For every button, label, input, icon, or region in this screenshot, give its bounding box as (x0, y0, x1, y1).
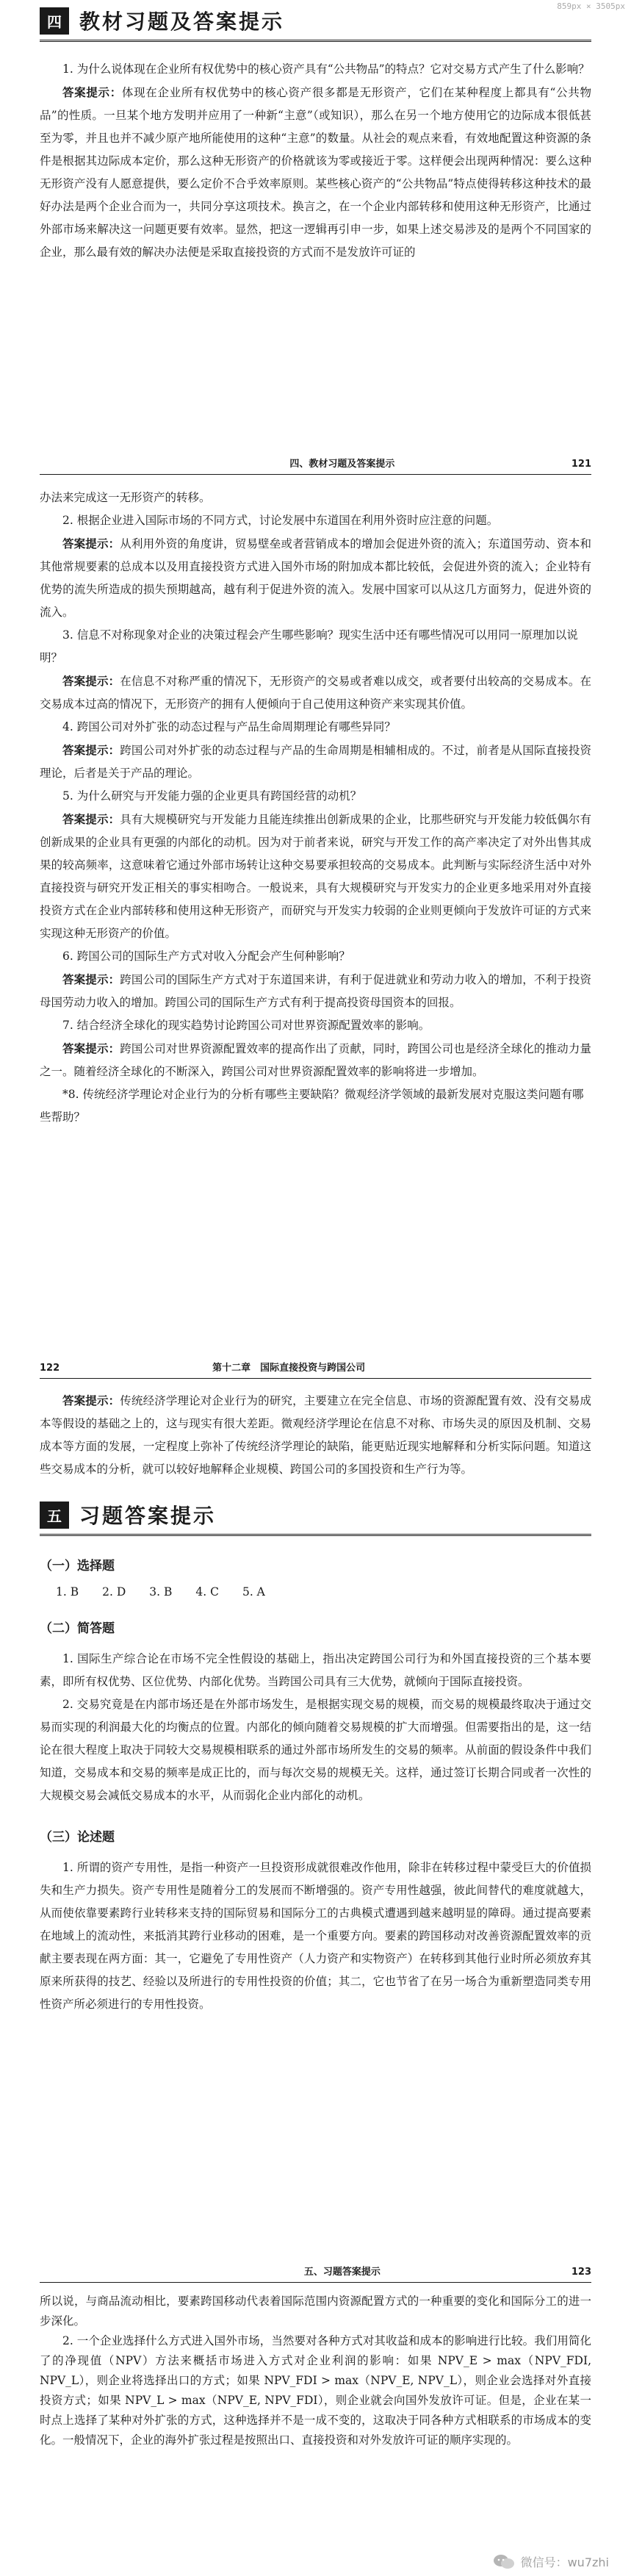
essay-answer-2: 2. 一个企业选择什么方式进入国外市场，当然要对各种方式对其收益和成本的影响进行比较。我们用简化了的净现值（NPV）方法来概括市场进入方式对企业利润的影响：如果 NPV_E > max（NPV_FDI, NPV_L），则企业将选择出口的方式；如果 NPV_FDI > max（NPV_E, NPV_L），则企业会选择对外直接投资方式；如果 NPV_L > max（NPV_E, NPV_FDI），则企业就会向国外发放许可证。但是，企业在某一时点上选择了某种对外扩张的方式，这种选择并不是一成不变的，这取决于同各种方式相联系的市场成本的变化。一般情况下，企业的海外扩张过程是按照出口、直接投资和对外发放许可证的顺序实现的。 (40, 2334, 591, 2447)
answer-1-text: 体现在企业所有权优势中的核心资产很多都是无形资产，它们在某种程度上都具有“公共物品”的性质。一旦某个地方发明并应用了一种新“主意”（或知识），那么在另一个地方使用它的边际成本很低甚至为零，并且也并不减少原产地所能使用的这种“主意”的数量。从社会的观点来看，有效地配置这种资源的条件是根据其边际成本定价，那么这种无形资产的价格就该为零或接近于零。这样便会出现两种情况：要么这种无形资产没有人愿意提供，要么定价不合乎效率原则。某些核心资产的“公共物品”特点使得转移这种技术的最好办法是两个企业合而为一，共同分享这项技术。换言之，在一个企业内部转移和使用这种无形资产，比通过外部市场来解决这一问题更要有效率。显然，把这一逻辑再引申一步，如果上述交易涉及的是两个不同国家的企业，那么最有效的解决办法便是采取直接投资的方式而不是发放许可证的 (40, 86, 591, 259)
answer-2 (40, 532, 591, 624)
choice-answer: 1. B (56, 1585, 79, 1599)
running-header (40, 1360, 591, 1379)
answer-label: 答案提示： (62, 674, 120, 688)
section-number-box: 四 (40, 7, 69, 35)
short-answer-2: 2. 交易究竟是在内部市场还是在外部市场发生，是根据实现交易的规模，而交易的规模最终取决于通过交易而实现的利润最大化的均衡点的位置。内部化的倾向随着交易规模的扩大而增强。但需要指出的是，这一结论在很大程度上取决于同较大交易规模相联系的通过外部市场所发生的交易的频率。从前面的假设条件中我们知道，交易成本和交易的频率是成正比的，而与每次交易的规模无关。这样，通过签订长期合同或者一次性的大规模交易会减低交易成本的水平，从而弱化企业内部化的动机。 (40, 1698, 591, 1802)
page-gap (0, 1249, 631, 1360)
page-gap (0, 2153, 631, 2264)
running-title: 五、习题答案提示 (303, 2267, 381, 2278)
question-5: 5. 为什么研究与开发能力强的企业更具有跨国经营的动机？ (62, 789, 362, 803)
answer-5 (40, 808, 591, 945)
answer-7-text: 跨国公司对世界资源配置效率的提高作出了贡献，同时，跨国公司也是经济全球化的推动力量之一。随着经济全球化的不断深入，跨国公司对世界资源配置效率的影响将进一步增加。 (40, 1042, 591, 1078)
answer-label: 答案提示： (62, 1041, 120, 1055)
page-gap (0, 345, 631, 456)
page-2 (0, 456, 631, 1249)
answer-label: 答案提示： (62, 972, 120, 986)
running-title: 第十二章 国际直接投资与跨国公司 (212, 1363, 366, 1374)
answer-1-continued: 办法来完成这一无形资产的转移。 (40, 491, 211, 504)
section-heading-4 (40, 6, 591, 35)
answer-label: 答案提示： (62, 1393, 120, 1407)
choice-answers (56, 1585, 591, 1599)
page-1 (0, 0, 631, 345)
subheading-essay: （三）论述题 (40, 1830, 115, 1845)
choice-answer: 4. C (195, 1585, 219, 1599)
answer-3 (40, 670, 591, 716)
answer-label: 答案提示： (62, 537, 120, 550)
essay-answer-1: 1. 所谓的资产专用性，是指一种资产一旦投资形成就很难改作他用，除非在转移过程中蒙受巨大的价值损失和生产力损失。资产专用性是随着分工的发展而不断增强的。资产专用性越强，彼此间替代的难度就越大，从而使依靠要素跨行业转移来支持的国际贸易和国际分工的古典模式遭遇到越来越明显的障碍。通过提高要素在地域上的流动性，来抵消其跨行业移动的困难，是一个重要方向。要素的跨国移动对改善资源配置效率的贡献主要表现在两方面：其一，它避免了专用性资产（人力资产和实物资产）在转移到其他行业时所必须放弃其原来所获得的技艺、经验以及所进行的专用性投资的价值；其二，它也节省了在另一场合为重新塑造同类专用性资产所必须进行的专用性投资。 (40, 1861, 591, 2011)
answer-4 (40, 739, 591, 785)
section-title: 习题答案提示 (79, 1504, 217, 1528)
screenshot-info: 859px × 3505px (557, 1, 625, 11)
answer-8 (40, 1389, 591, 1481)
section-number-box: 五 (40, 1502, 69, 1529)
choice-answer: 2. D (102, 1585, 126, 1599)
heading-rule (40, 40, 591, 42)
choice-answer: 5. A (242, 1585, 265, 1599)
answer-2-text: 从利用外资的角度讲，贸易壁垒或者营销成本的增加会促进外资的流入；东道国劳动、资本和其他常规要素的总成本以及用直接投资方式进入国外市场的附加成本都比较低，会促进外资的流入；企业特有优势的流失所造成的损失预期越高，越有利于促进外资的流入。发展中国家可以从这几方面努力，促进外资的流入。 (40, 537, 591, 619)
page-3 (0, 1360, 631, 2153)
answer-7 (40, 1037, 591, 1083)
question-3: 3. 信息不对称现象对企业的决策过程会产生哪些影响？现实生活中还有哪些情况可以用同一原理加以说明？ (40, 628, 578, 664)
answer-5-text: 具有大规模研究与开发能力且能连续推出创新成果的企业，比那些研究与开发能力较低偶尔有创新成果的企业具有更强的内部化的动机。因为对于前者来说，研究与开发工作的高产率决定了对外出售其成果的较高频率，这意味着它通过外部市场转让这种交易要承担较高的交易成本。此判断与实际经济生活中对外直接投资与研究开发正相关的事实相吻合。一般说来，具有大规模研究与开发实力的企业更多地采用对外直接投资方式在企业内部转移和使用这种无形资产，而研究与开发实力较弱的企业则更倾向于发放许可证的方式来实现这种无形资产的价值。 (40, 813, 591, 940)
page-number: 122 (40, 1363, 60, 1374)
wechat-watermark (493, 2553, 609, 2570)
page-number: 123 (571, 2267, 591, 2278)
choice-answer: 3. B (149, 1585, 173, 1599)
page-number: 121 (571, 459, 591, 470)
running-header (40, 456, 591, 475)
section-title: 教材习题及答案提示 (79, 10, 285, 34)
running-title: 四、教材习题及答案提示 (289, 459, 395, 470)
answer-6 (40, 968, 591, 1014)
question-1: 1. 为什么说体现在企业所有权优势中的核心资产具有“公共物品”的特点？它对交易方式产生了什么影响？ (62, 62, 590, 76)
section-heading-5 (40, 1500, 591, 1529)
question-2: 2. 根据企业进入国际市场的不同方式，讨论发展中东道国在利用外资时应注意的问题。 (62, 514, 499, 527)
answer-6-text: 跨国公司的国际生产方式对于东道国来讲，有利于促进就业和劳动力收入的增加，不利于投资母国劳动力收入的增加。跨国公司的国际生产方式有利于提高投资母国资本的回报。 (40, 973, 591, 1009)
question-6: 6. 跨国公司的国际生产方式对收入分配会产生何种影响？ (62, 950, 350, 963)
running-header (40, 2264, 591, 2283)
answer-4-text: 跨国公司对外扩张的动态过程与产品的生命周期是相辅相成的。不过，前者是从国际直接投资理论，后者是关于产品的理论。 (40, 744, 591, 780)
question-8: *8. 传统经济学理论对企业行为的分析有哪些主要缺陷？微观经济学领域的最新发展对克服这类问题有哪些帮助？ (40, 1088, 584, 1124)
answer-label: 答案提示： (62, 812, 120, 826)
answer-3-text: 在信息不对称严重的情况下，无形资产的交易或者难以成交，或者要付出较高的交易成本。在交易成本过高的情况下，无形资产的拥有人便倾向于自己使用这种资产来实现其价值。 (40, 675, 591, 711)
subheading-short-answer: （二）简答题 (40, 1621, 115, 1636)
subheading-choice: （一）选择题 (40, 1559, 115, 1574)
question-7: 7. 结合经济全球化的现实趋势讨论跨国公司对世界资源配置效率的影响。 (62, 1019, 430, 1032)
answer-1 (40, 81, 591, 264)
question-4: 4. 跨国公司对外扩张的动态过程与产品生命周期理论有哪些异同？ (62, 720, 396, 733)
heading-rule (40, 1534, 591, 1536)
answer-8-text: 传统经济学理论对企业行为的研究，主要建立在完全信息、市场的资源配置有效、没有交易成本等假设的基础之上的，这与现实有很大差距。微观经济学理论在信息不对称、市场失灵的原因及机制、交易成本等方面的发展，一定程度上弥补了传统经济学理论的缺陷，能更贴近现实地解释和分析实际问题。知道这些交易成本的分析，就可以较好地解释企业规模、跨国公司的多国投资和生产行为等。 (40, 1394, 591, 1476)
watermark-text: 微信号：wu7zhi (520, 2555, 609, 2569)
answer-label: 答案提示： (62, 743, 120, 757)
answer-label: 答案提示： (62, 85, 122, 99)
short-answer-1: 1. 国际生产综合论在市场不完全性假设的基础上，指出决定跨国公司行为和外国直接投资的三个基本要素，即所有权优势、区位优势、内部化优势。当跨国公司具有三大优势，就倾向于国际直接投资。 (40, 1652, 591, 1688)
essay-answer-1-continued: 所以说，与商品流动相比，要素跨国移动代表着国际范围内资源配置方式的一种重要的变化和国际分工的进一步深化。 (40, 2295, 591, 2328)
wechat-icon (493, 2554, 515, 2570)
page-4 (0, 2264, 631, 2576)
